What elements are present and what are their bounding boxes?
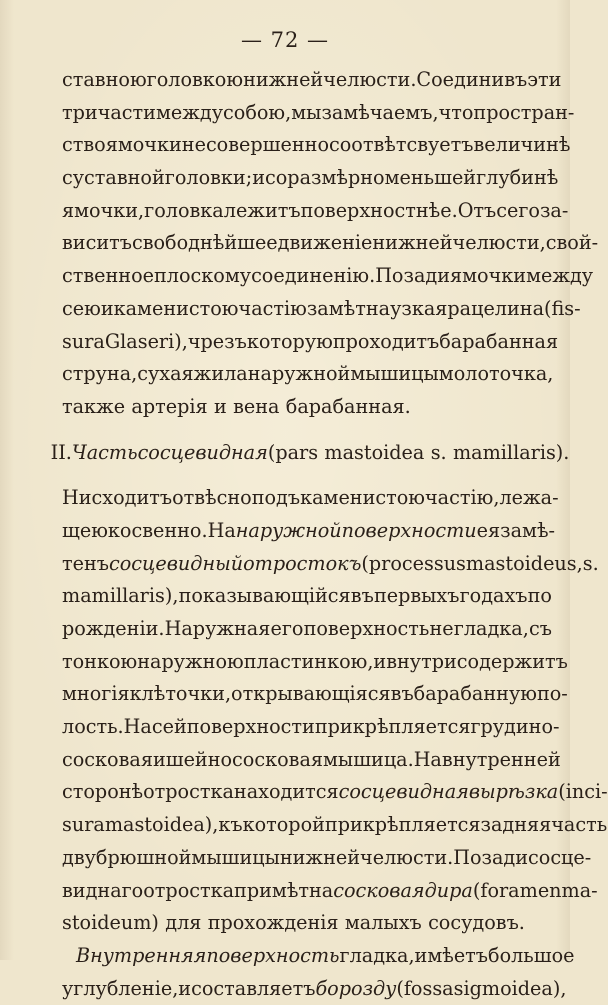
- text-line: [62, 711, 560, 744]
- word: поверхность: [303, 617, 430, 640]
- word: составляетъ: [191, 976, 316, 1000]
- word: щею: [62, 518, 108, 542]
- word: и: [252, 166, 265, 190]
- text-line: [62, 940, 575, 973]
- word: сего: [496, 198, 540, 222]
- word: сосудовъ.: [428, 911, 525, 935]
- word: также: [62, 394, 126, 418]
- text-line: [62, 227, 599, 260]
- word: и: [213, 394, 227, 418]
- word: молоточка,: [438, 362, 554, 386]
- italic-term: поверхности: [341, 518, 477, 542]
- word: отростка: [143, 780, 234, 804]
- word: (fossa: [396, 976, 454, 1000]
- text-line: [62, 678, 568, 711]
- word: и: [373, 649, 387, 673]
- text-line: [62, 326, 559, 359]
- word: рожденіи.: [62, 617, 165, 640]
- word: ямочки: [105, 133, 182, 157]
- word: узкая: [390, 296, 448, 320]
- word: отвѣсно: [172, 486, 252, 510]
- word: за-: [539, 198, 569, 222]
- word: малыхъ: [344, 911, 422, 935]
- word: жила: [193, 362, 248, 386]
- word: между: [526, 264, 594, 288]
- text-line: [62, 391, 552, 424]
- text-line: [62, 907, 552, 940]
- word: Соединивъ: [416, 68, 528, 91]
- text-line: [62, 809, 608, 842]
- word: виднаго: [62, 878, 144, 902]
- word: (foramen: [472, 878, 562, 902]
- word: s.: [582, 551, 599, 575]
- word: артерія: [131, 394, 208, 418]
- word: содержитъ: [456, 649, 568, 673]
- word: вена: [233, 394, 280, 418]
- italic-term: борозду: [315, 976, 397, 1000]
- word: углубленіе,: [62, 976, 179, 1000]
- section-heading-mastoid-part: [50, 437, 570, 470]
- word: къ: [218, 813, 243, 837]
- word: тенъ: [62, 551, 109, 575]
- text-line: [62, 973, 567, 1005]
- text-line: [62, 195, 569, 228]
- text-line: [62, 129, 571, 162]
- word: mastoidea: [324, 440, 425, 464]
- text-line: [62, 744, 561, 777]
- word: клѣточки,: [129, 682, 232, 706]
- word: внутри: [386, 649, 457, 673]
- word: въ: [350, 584, 374, 608]
- italic-term: сосцевидный: [108, 551, 244, 575]
- paragraph-mastoid-process: [62, 482, 608, 940]
- word: s.: [430, 440, 447, 464]
- word: рацелина: [447, 296, 545, 320]
- word: сторонѣ: [62, 780, 144, 804]
- word: сухая: [137, 362, 194, 386]
- italic-term: Часть: [71, 440, 138, 464]
- word: барабанная.: [285, 394, 411, 418]
- word: гладка,: [339, 943, 415, 967]
- word: съ: [528, 617, 552, 640]
- italic-term: поверхность: [206, 943, 340, 967]
- text-line: [62, 875, 598, 908]
- word: каменистою: [300, 486, 425, 510]
- word: Нисходитъ: [62, 486, 173, 510]
- word: плоскому: [154, 264, 252, 288]
- word: первыхъ: [373, 584, 460, 608]
- text-line: [62, 515, 556, 548]
- word: которую: [246, 329, 333, 353]
- word: меньшей: [384, 166, 477, 190]
- word: задняя: [480, 813, 552, 837]
- word: прикрѣпляется: [314, 715, 471, 739]
- italic-term: сосковая: [333, 878, 425, 902]
- text-line: [62, 580, 552, 613]
- word: гладка,: [453, 617, 529, 640]
- word: челюсти,: [452, 231, 546, 255]
- text-line: [62, 293, 581, 326]
- word: проходитъ: [332, 329, 440, 353]
- text-line: [62, 548, 599, 581]
- word: лость.: [62, 715, 124, 739]
- word: глубинѣ: [476, 166, 559, 190]
- word: грудино-: [470, 715, 560, 739]
- word: mastoideus,: [465, 551, 583, 575]
- word: сосковая: [62, 747, 153, 771]
- word: II.: [50, 440, 72, 464]
- word: и: [178, 976, 192, 1000]
- word: ственное: [62, 264, 155, 288]
- word: лежитъ: [223, 198, 301, 222]
- paragraph-glenoid-fossa: [62, 64, 599, 424]
- word: Отъ: [457, 198, 497, 222]
- word: соединенію.: [251, 264, 376, 288]
- word: эти: [527, 68, 562, 91]
- word: суставной: [62, 166, 165, 190]
- word: и: [152, 747, 166, 771]
- word: тонкою: [62, 649, 138, 673]
- word: sura: [62, 813, 105, 837]
- word: частію,: [425, 486, 500, 510]
- text-line: [62, 646, 568, 679]
- word: (fis-: [544, 296, 581, 320]
- word: sura: [62, 329, 105, 353]
- word: (pars: [267, 440, 319, 464]
- word: и: [100, 296, 114, 320]
- word: головкою: [146, 68, 244, 91]
- word: поверхности: [186, 715, 315, 739]
- text-line: [62, 482, 559, 515]
- word: ея: [476, 518, 501, 542]
- word: На: [207, 518, 236, 542]
- word: нижней: [372, 231, 453, 255]
- word: собою,: [223, 100, 292, 124]
- text-line: [62, 613, 552, 646]
- word: наружной: [247, 362, 351, 386]
- word: (inci-: [558, 780, 608, 804]
- italic-term: сосцевидная: [137, 440, 268, 464]
- word: mamillaris).: [452, 440, 570, 464]
- italic-term: Внутренняя: [76, 943, 207, 967]
- italic-term: сосцевидная: [338, 780, 469, 804]
- paragraph-inner-surface: [62, 940, 575, 1005]
- word: часть: [551, 813, 608, 837]
- word: части: [97, 100, 156, 124]
- word: внутренней: [441, 747, 561, 771]
- word: три: [62, 100, 98, 124]
- text-line: [62, 776, 608, 809]
- italic-term: дира: [424, 878, 473, 902]
- word: многія: [62, 682, 130, 706]
- word: не: [429, 617, 454, 640]
- word: мышицы: [350, 362, 439, 386]
- word: На: [413, 747, 442, 771]
- word: косвенно.: [107, 518, 208, 542]
- text-line: [62, 97, 575, 130]
- word: Позади: [375, 264, 450, 288]
- word: замѣтна: [306, 296, 391, 320]
- word: сосце-: [528, 845, 592, 869]
- word: соразмѣрно: [264, 166, 385, 190]
- word: шейносоcковая: [165, 747, 323, 771]
- word: частію: [238, 296, 307, 320]
- word: что: [438, 100, 474, 124]
- word: сею: [62, 296, 101, 320]
- word: чрезъ: [187, 329, 247, 353]
- word: На: [123, 715, 152, 739]
- word: годахъ: [459, 584, 528, 608]
- text-line: [62, 260, 594, 293]
- word: головка: [144, 198, 224, 222]
- word: которой: [242, 813, 325, 837]
- word: простран-: [473, 100, 575, 124]
- word: по-: [536, 682, 568, 706]
- italic-term: вырѣзка: [468, 780, 559, 804]
- word: сей: [151, 715, 187, 739]
- word: наружною: [137, 649, 244, 673]
- word: лежа-: [499, 486, 559, 510]
- word: мы: [291, 100, 322, 124]
- body-text: [50, 64, 608, 1005]
- word: по: [527, 584, 552, 608]
- text-line: [62, 842, 592, 875]
- word: ство: [62, 133, 106, 157]
- word: находится: [233, 780, 339, 804]
- word: Glaseri),: [104, 329, 188, 353]
- word: челюсти.: [360, 845, 454, 869]
- word: совершенно: [205, 133, 329, 157]
- word: прохожденія: [207, 911, 339, 935]
- word: sigmoidea),: [453, 976, 567, 1000]
- word: отростка: [143, 878, 235, 902]
- word: двубрюшной: [62, 845, 192, 869]
- text-line: [62, 162, 559, 195]
- word: Позади: [453, 845, 529, 869]
- word: въ: [390, 682, 414, 706]
- word: величинѣ: [473, 133, 571, 157]
- word: мышицы: [191, 845, 280, 869]
- word: его: [270, 617, 304, 640]
- word: имѣетъ: [414, 943, 489, 967]
- word: mastoidea),: [104, 813, 219, 837]
- word: Наружная: [164, 617, 271, 640]
- word: открывающіяся: [231, 682, 391, 706]
- word: барабанную: [413, 682, 537, 706]
- word: нижней: [279, 845, 361, 869]
- word: между: [155, 100, 224, 124]
- word: свой-: [545, 231, 599, 255]
- word: свободнѣйшее: [131, 231, 278, 255]
- italic-term: наружной: [235, 518, 342, 542]
- word: виситъ: [62, 231, 132, 255]
- word: ямочки: [450, 264, 527, 288]
- word: для: [165, 911, 202, 935]
- word: нижней: [243, 68, 324, 91]
- word: подъ: [251, 486, 301, 510]
- word: ямочки,: [62, 198, 145, 222]
- italic-term: отростокъ: [243, 551, 362, 575]
- word: большое: [488, 943, 575, 967]
- word: замѣ-: [500, 518, 556, 542]
- word: замѣчаемъ,: [321, 100, 439, 124]
- word: ma-: [561, 878, 598, 902]
- word: струна,: [62, 362, 138, 386]
- word: барабанная: [439, 329, 559, 353]
- word: mamillaris),: [62, 584, 179, 608]
- word: мышица.: [323, 747, 414, 771]
- word: соотвѣтсвуетъ: [329, 133, 474, 157]
- word: (processus: [361, 551, 466, 575]
- word: движеніе: [277, 231, 373, 255]
- word: пластинкою,: [243, 649, 374, 673]
- text-line: [62, 358, 552, 391]
- word: не: [181, 133, 206, 157]
- word: головки;: [164, 166, 253, 190]
- word: прикрѣпляется: [324, 813, 481, 837]
- text-line: [62, 64, 562, 97]
- page-number: — 72 —: [240, 28, 330, 52]
- word: поверхностнѣе.: [300, 198, 458, 222]
- word: ставною: [62, 68, 147, 91]
- word: челюсти.: [323, 68, 417, 91]
- word: stoideum): [62, 911, 159, 935]
- word: показывающійся: [178, 584, 351, 608]
- word: примѣтна: [234, 878, 334, 902]
- word: каменистою: [113, 296, 239, 320]
